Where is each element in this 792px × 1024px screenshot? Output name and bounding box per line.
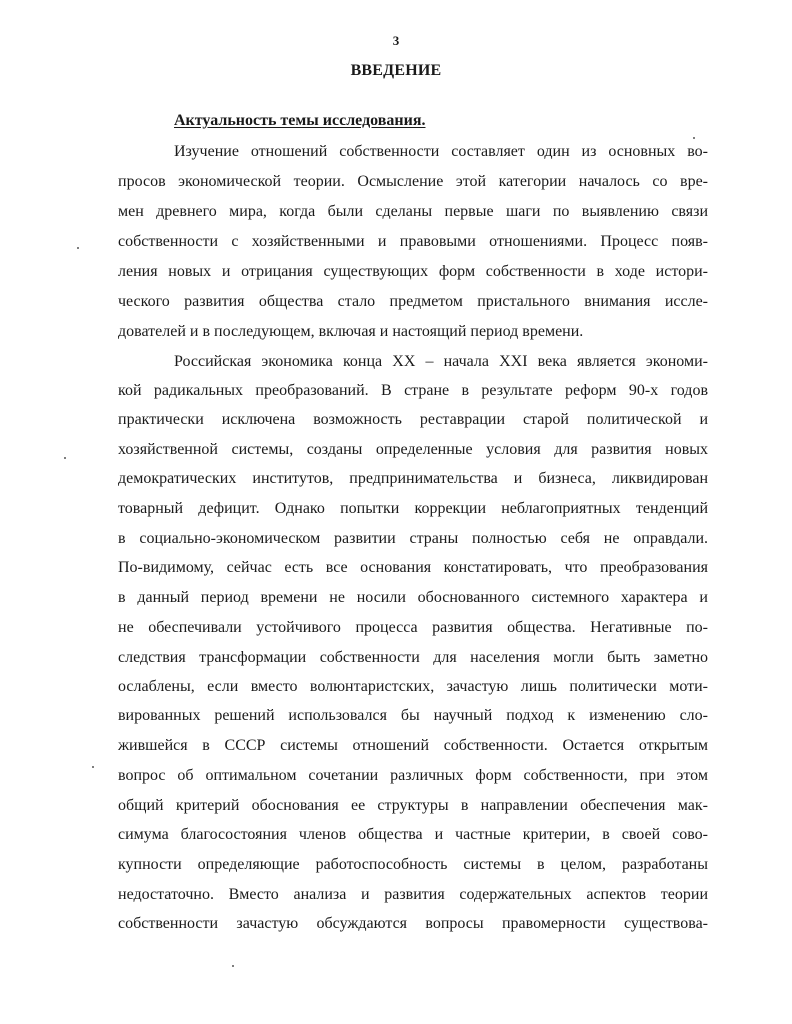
section-subheading: Актуальность темы исследования. (174, 112, 426, 129)
text-line: Изучение отношений собственности составляет один из основных во- (174, 143, 708, 160)
text-line: купности определяющие работоспособность системы в целом, разработаны (118, 856, 708, 873)
text-line: жившейся в СССР системы отношений собственности. Остается открытым (118, 737, 708, 754)
text-line: Российская экономика конца XX – начала XXI века является экономи- (174, 353, 709, 370)
text-line: общий критерий обоснования ее структуры в направлении обеспечения мак- (118, 797, 708, 814)
text-line: вированных решений использовался бы научный подход к изменению сло- (118, 707, 708, 724)
text-line: не обеспечивали устойчивого процесса развития общества. Негативные по- (118, 619, 708, 636)
text-line: ческого развития общества стало предметом пристального внимания иссле- (118, 293, 708, 310)
page-number: 3 (392, 33, 400, 48)
scan-speck (64, 457, 66, 459)
page-title: ВВЕДЕНИЕ (350, 62, 442, 79)
scan-speck (92, 766, 94, 768)
scan-speck (77, 247, 79, 249)
text-line: ления новых и отрицания существующих форм собственности в ходе истори- (118, 263, 708, 280)
text-line: кой радикальных преобразований. В стране в результате реформ 90-х годов (118, 382, 708, 399)
scan-speck (693, 137, 695, 139)
text-line: в социально-экономическом развитии страны полностью себя не оправдали. (118, 530, 708, 547)
text-line: в данный период времени не носили обоснованного системного характера и (118, 589, 708, 606)
text-line: ослаблены, если вместо волюнтаристских, зачастую лишь политически моти- (118, 678, 708, 695)
text-line: дователей и в последующем, включая и настоящий период времени. (118, 323, 584, 340)
text-line: вопрос об оптимальном сочетании различных форм собственности, при этом (118, 767, 708, 784)
text-line: недостаточно. Вместо анализа и развития содержательных аспектов теории (118, 886, 708, 903)
text-line: практически исключена возможность реставрации старой политической и (118, 411, 708, 428)
text-line: следствия трансформации собственности для населения могли быть заметно (118, 649, 708, 666)
text-line: симума благосостояния членов общества и частные критерии, в своей сово- (118, 826, 708, 843)
text-line: хозяйственной системы, созданы определенные условия для развития новых (118, 441, 708, 458)
scan-speck (232, 965, 234, 967)
text-line: По-видимому, сейчас есть все основания констатировать, что преобразования (118, 559, 708, 576)
text-line: просов экономической теории. Осмысление этой категории началось со вре- (118, 173, 708, 190)
text-line: демократических институтов, предпринимательства и бизнеса, ликвидирован (118, 470, 708, 487)
text-line: мен древнего мира, когда были сделаны первые шаги по выявлению связи (118, 203, 708, 220)
text-line: товарный дефицит. Однако попытки коррекции неблагоприятных тенденций (118, 500, 708, 517)
text-line: собственности зачастую обсуждаются вопросы правомерности существова- (118, 915, 708, 932)
text-line: собственности с хозяйственными и правовыми отношениями. Процесс появ- (118, 233, 708, 250)
